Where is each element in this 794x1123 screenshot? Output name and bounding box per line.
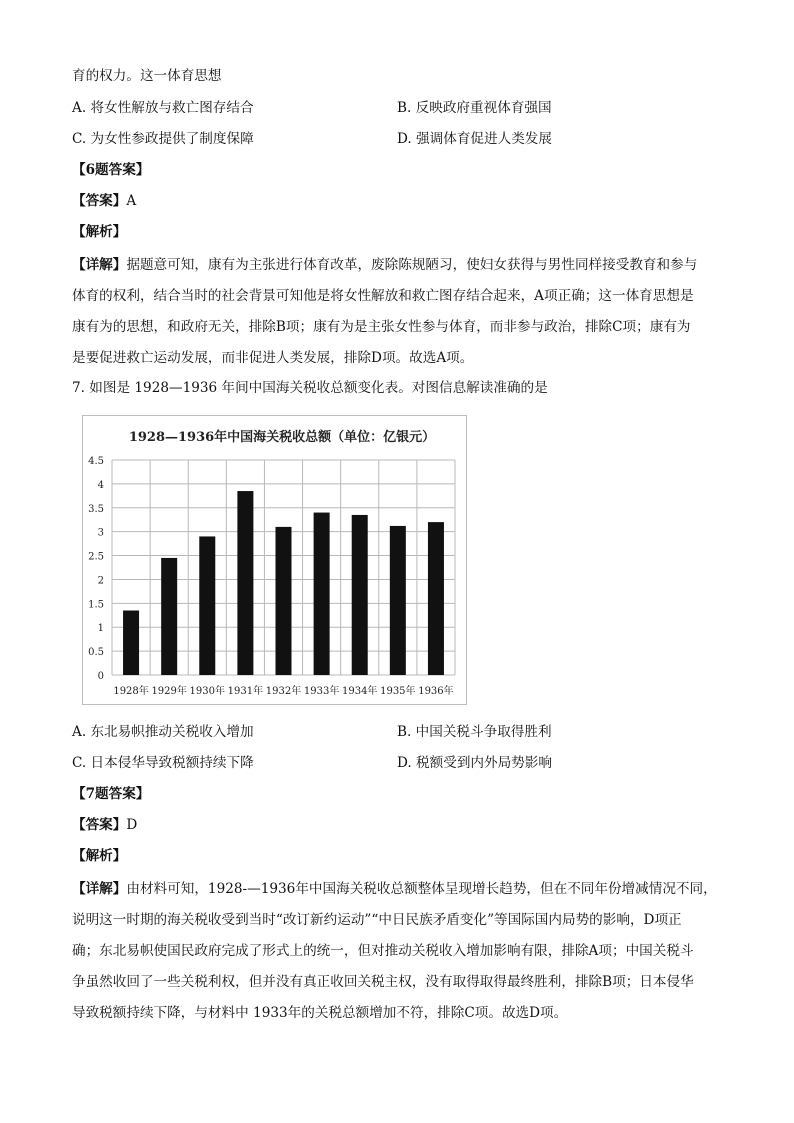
bar-1928年 [123,611,139,676]
x-tick-label: 1935年 [380,686,416,697]
bar-1935年 [390,526,406,675]
bar-1933年 [314,513,330,675]
q7-answer-value: D [126,817,138,833]
q7-analysis-header: 【解析】 [72,848,127,864]
q7-answer-line [72,815,137,835]
q7-answer-header: 【7题答案】 [72,786,150,802]
y-tick-label: 4 [97,479,104,491]
y-tick-label: 4.5 [88,456,104,467]
bar-1934年 [352,515,368,675]
y-tick-label: 3.5 [88,503,104,515]
x-tick-label: 1934年 [341,686,378,697]
y-tick-label: 0.5 [88,647,104,659]
bar-1932年 [275,527,291,675]
q6-answer-line [72,191,136,211]
bar-1931年 [237,491,253,675]
x-tick-label: 1936年 [418,686,454,697]
q6-detail-line: 是要促进救亡运动发展，而非促进人类发展，排除D项。故选A项。 [72,350,474,366]
y-tick-label: 1.5 [88,599,104,611]
q7-stem: 7. 如图是 1928—1936 年间中国海关税收总额变化表。对图信息解读准确的是 [72,380,548,396]
q6-option-a: A. 将女性解放与救亡图存结合 [72,100,254,116]
q6-analysis-header: 【解析】 [72,224,127,240]
q6-detail [72,250,722,374]
q7-answer-tag: 【答案】 [72,817,127,833]
y-tick-label: 3 [97,527,104,539]
q6-option-d: D. 强调体育促进人类发展 [397,131,552,147]
q7-detail [72,874,722,1029]
y-tick-label: 2 [97,575,104,587]
q6-option-b: B. 反映政府重视体育强国 [397,100,552,116]
q7-option-c: C. 日本侵华导致税额持续下降 [72,755,254,771]
q7-detail-line: 确；东北易帜使国民政府完成了形式上的统一，但对推动关税收入增加影响有限，排除A项；中国关税斗 [72,943,694,959]
q7-option-a: A. 东北易帜推动关税收入增加 [72,724,254,740]
q7-option-b: B. 中国关税斗争取得胜利 [397,724,552,740]
x-tick-label: 1928年 [113,686,149,697]
q6-answer-tag: 【答案】 [72,193,127,209]
q6-detail-line: 体育的权利，结合当时的社会背景可知他是将女性解放和救亡图存结合起来，A项正确；这一体育思想是 [72,288,694,304]
x-tick-label: 1930年 [189,686,226,697]
bar-1930年 [199,536,215,675]
x-tick-label: 1931年 [227,686,264,697]
q6-detail-tag: 【详解】 [72,257,127,273]
q6-option-c: C. 为女性参政提供了制度保障 [72,131,254,147]
q6-stem-tail: 育的权力。这一体育思想 [72,68,222,84]
x-tick-label: 1932年 [265,686,302,697]
y-tick-label: 0 [97,671,104,682]
q7-detail-line: 导致税额持续下降，与材料中 1933年的关税总额增加不符，排除C项。故选D项。 [72,1005,568,1021]
chart-svg [82,415,467,705]
y-tick-label: 1 [97,623,104,635]
q6-detail-line: 【详解】据题意可知，康有为主张进行体育改革，废除陈规陋习，使妇女获得与男性同样接受教育和参与 [72,257,698,273]
y-tick-label: 2.5 [88,551,104,563]
q7-detail-line: 说明这一时期的海关税收受到当时“改订新约运动”“中日民族矛盾变化”等国际国内局势的影响，D项正 [72,912,682,928]
q6-answer-value: A [126,193,137,209]
chart-frame [83,416,467,705]
tariff-bar-chart [82,415,467,705]
q7-detail-line: 【详解】由材料可知，1928-—1936年中国海关税收总额整体呈现增长趋势，但在不同年份增减情况不同， [72,881,717,897]
q7-option-d: D. 税额受到内外局势影响 [397,755,552,771]
x-tick-label: 1933年 [303,686,340,697]
bar-1929年 [161,558,177,675]
chart-x-ticks [113,684,453,697]
q6-answer-header: 【6题答案】 [72,162,150,178]
q7-detail-line: 争虽然收回了一些关税利权，但并没有真正收回关税主权，没有取得取得最终胜利，排除B项；日本侵华 [72,974,694,990]
chart-title: 1928—1936年中国海关税收总额（单位：亿银元） [128,430,436,445]
bar-1936年 [428,522,444,675]
q7-detail-tag: 【详解】 [72,881,127,897]
q6-detail-line: 康有为的思想，和政府无关，排除B项；康有为是主张女性参与体育，而非参与政治，排除C项；康有为 [72,319,691,335]
x-tick-label: 1929年 [151,686,187,697]
